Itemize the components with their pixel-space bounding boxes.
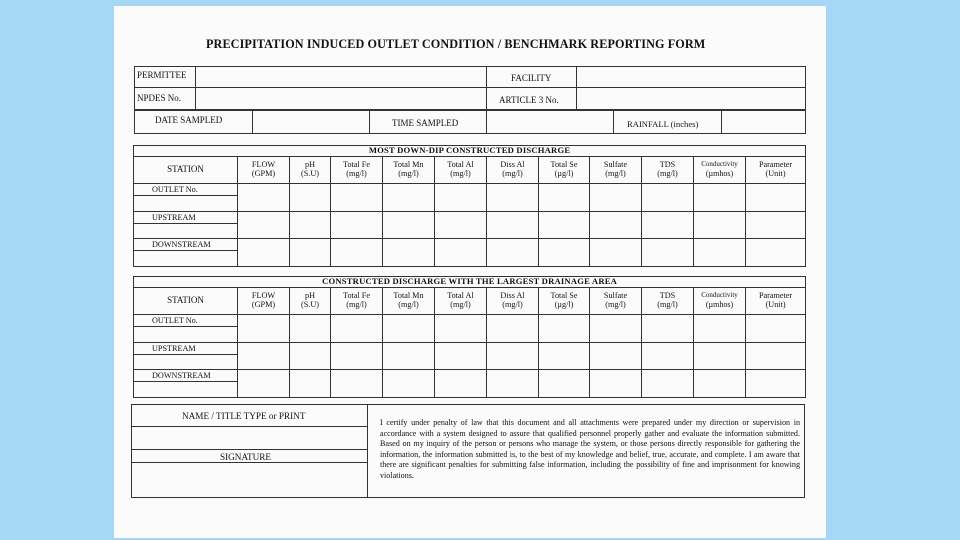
col-header-line1: Total Se — [550, 290, 578, 300]
data-cell[interactable] — [290, 342, 331, 370]
data-cell[interactable] — [238, 184, 290, 212]
station-cell[interactable] — [134, 342, 238, 370]
col-header-line2: (mg/l) — [398, 300, 419, 310]
data-cell[interactable] — [290, 315, 331, 343]
col-header-line1: TDS — [659, 290, 676, 300]
table-row — [134, 184, 806, 212]
section1-col-header-8 — [590, 156, 642, 184]
facility-field[interactable] — [576, 66, 806, 88]
section1-col-header-10 — [694, 156, 746, 184]
station-divider — [134, 381, 237, 382]
data-cell[interactable] — [487, 184, 539, 212]
permittee-label: PERMITTEE — [137, 70, 187, 80]
col-header-line2: (mg/l) — [450, 169, 471, 179]
name-title-label-cell — [131, 404, 368, 427]
col-header-line1: Total Mn — [393, 159, 424, 169]
data-cell[interactable] — [694, 342, 746, 370]
data-cell[interactable] — [238, 239, 290, 267]
section2-col-header-9 — [642, 287, 694, 315]
data-cell[interactable] — [331, 184, 383, 212]
data-cell[interactable] — [238, 315, 290, 343]
col-header-line1: Parameter — [758, 159, 793, 169]
col-header-line1: Conductivity — [701, 159, 738, 168]
col-header-line2: (mg/l) — [657, 169, 678, 179]
table-row — [134, 370, 806, 398]
col-header-line2: (mg/l) — [605, 169, 626, 179]
data-cell[interactable] — [642, 370, 694, 398]
station-divider — [134, 250, 237, 251]
section2-title: CONSTRUCTED DISCHARGE WITH THE LARGEST DRAINAGE AREA — [134, 277, 806, 288]
table-row — [134, 315, 806, 343]
data-cell[interactable] — [383, 211, 435, 239]
section2-col-header-0 — [134, 287, 238, 315]
station-label: UPSTREAM — [152, 212, 196, 222]
station-divider — [134, 195, 237, 196]
rainfall-label: RAINFALL (inches) — [627, 119, 699, 129]
col-header-line1: Conductivity — [701, 290, 738, 299]
article-label: ARTICLE 3 No. — [499, 95, 559, 105]
data-cell[interactable] — [435, 184, 487, 212]
data-cell[interactable] — [746, 315, 806, 343]
section2-col-header-8 — [590, 287, 642, 315]
col-header-line2: (mg/l) — [605, 300, 626, 310]
section2-col-header-3 — [331, 287, 383, 315]
col-header-line2: (S.U) — [301, 300, 319, 310]
facility-label: FACILITY — [511, 73, 552, 83]
data-cell[interactable] — [238, 370, 290, 398]
col-header-line2: (GPM) — [251, 300, 276, 310]
data-cell[interactable] — [435, 342, 487, 370]
data-cell[interactable] — [642, 239, 694, 267]
data-cell[interactable] — [694, 211, 746, 239]
station-header-label: STATION — [167, 295, 204, 306]
data-cell[interactable] — [435, 370, 487, 398]
data-cell[interactable] — [746, 239, 806, 267]
col-header-line1: Total Al — [447, 290, 474, 300]
col-header-line2: (µg/l) — [554, 300, 574, 310]
data-cell[interactable] — [694, 239, 746, 267]
data-cell[interactable] — [290, 211, 331, 239]
data-cell[interactable] — [487, 315, 539, 343]
data-cell[interactable] — [539, 342, 590, 370]
col-header-line1: Total Fe — [343, 159, 370, 169]
data-cell[interactable] — [383, 184, 435, 212]
station-header-label: STATION — [167, 164, 204, 175]
section1-col-header-4 — [383, 156, 435, 184]
rainfall-label-cell — [613, 110, 722, 134]
section1-col-header-7 — [539, 156, 590, 184]
col-header-line1: Total Al — [447, 159, 474, 169]
section2-table — [133, 276, 806, 398]
station-cell[interactable] — [134, 239, 238, 267]
col-header-line2: (mg/l) — [502, 169, 523, 179]
permittee-label-cell — [134, 66, 196, 88]
data-cell[interactable] — [642, 315, 694, 343]
date-sampled-label-cell — [134, 110, 253, 134]
section2-col-header-4 — [383, 287, 435, 315]
data-cell[interactable] — [331, 239, 383, 267]
station-divider — [134, 354, 237, 355]
form-title: PRECIPITATION INDUCED OUTLET CONDITION / BENCHMARK REPORTING FORM — [206, 37, 706, 51]
col-header-line1: pH — [304, 290, 315, 300]
col-header-line2: (mg/l) — [657, 300, 678, 310]
section1-col-header-11 — [746, 156, 806, 184]
section2-col-header-7 — [539, 287, 590, 315]
data-cell[interactable] — [238, 342, 290, 370]
section2-col-header-1 — [238, 287, 290, 315]
table-row — [134, 342, 806, 370]
data-cell[interactable] — [746, 370, 806, 398]
section1-col-header-6 — [487, 156, 539, 184]
col-header-line1: pH — [304, 159, 315, 169]
data-cell[interactable] — [487, 211, 539, 239]
col-header-line1: Total Se — [550, 159, 578, 169]
station-label: OUTLET No. — [152, 316, 198, 326]
data-cell[interactable] — [642, 184, 694, 212]
data-cell[interactable] — [383, 239, 435, 267]
time-sampled-label: TIME SAMPLED — [392, 118, 459, 128]
section1-col-header-2 — [290, 156, 331, 184]
data-cell[interactable] — [590, 370, 642, 398]
col-header-line1: Diss Al — [500, 159, 525, 169]
col-header-line1: Total Mn — [393, 290, 424, 300]
data-cell[interactable] — [435, 211, 487, 239]
facility-label-cell — [486, 66, 577, 88]
date-sampled-field[interactable] — [252, 110, 370, 134]
station-label: OUTLET No. — [152, 185, 198, 195]
data-cell[interactable] — [238, 211, 290, 239]
station-cell[interactable] — [134, 211, 238, 239]
data-cell[interactable] — [290, 184, 331, 212]
data-cell[interactable] — [331, 315, 383, 343]
data-cell[interactable] — [290, 239, 331, 267]
col-header-line2: (GPM) — [251, 169, 276, 179]
section2-col-header-2 — [290, 287, 331, 315]
data-cell[interactable] — [383, 342, 435, 370]
npdes-label: NPDES No. — [137, 93, 182, 103]
data-cell[interactable] — [694, 184, 746, 212]
data-cell[interactable] — [539, 239, 590, 267]
section2-col-header-11 — [746, 287, 806, 315]
data-cell[interactable] — [590, 315, 642, 343]
signature-label-cell — [131, 449, 368, 463]
station-label: UPSTREAM — [152, 343, 196, 353]
data-cell[interactable] — [435, 239, 487, 267]
col-header-line2: (Unit) — [765, 169, 786, 179]
table-row — [134, 211, 806, 239]
section1-col-header-0 — [134, 156, 238, 184]
data-cell[interactable] — [487, 370, 539, 398]
time-sampled-field[interactable] — [486, 110, 614, 134]
section1-col-header-1 — [238, 156, 290, 184]
data-cell[interactable] — [590, 184, 642, 212]
col-header-line2: (µmhos) — [705, 300, 734, 310]
data-cell[interactable] — [383, 370, 435, 398]
col-header-line1: Sulfate — [603, 159, 628, 169]
data-cell[interactable] — [694, 315, 746, 343]
col-header-line1: TDS — [659, 159, 676, 169]
col-header-line2: (mg/l) — [398, 169, 419, 179]
article-field[interactable] — [576, 87, 806, 110]
data-cell[interactable] — [590, 211, 642, 239]
name-title-field[interactable] — [131, 426, 368, 450]
col-header-line2: (mg/l) — [502, 300, 523, 310]
station-cell[interactable] — [134, 315, 238, 343]
time-sampled-label-cell — [369, 110, 487, 134]
data-cell[interactable] — [539, 370, 590, 398]
permittee-field[interactable] — [195, 66, 487, 88]
station-label: DOWNSTREAM — [152, 240, 211, 250]
article-label-cell — [486, 87, 577, 110]
data-cell[interactable] — [539, 211, 590, 239]
station-divider — [134, 223, 237, 224]
data-cell[interactable] — [435, 315, 487, 343]
col-header-line1: Parameter — [758, 290, 793, 300]
data-cell[interactable] — [487, 239, 539, 267]
station-cell[interactable] — [134, 370, 238, 398]
col-header-line2: (µg/l) — [554, 169, 574, 179]
data-cell[interactable] — [539, 315, 590, 343]
data-cell[interactable] — [642, 211, 694, 239]
data-cell[interactable] — [331, 211, 383, 239]
data-cell[interactable] — [746, 184, 806, 212]
data-cell[interactable] — [383, 315, 435, 343]
station-label: DOWNSTREAM — [152, 371, 211, 381]
data-cell[interactable] — [746, 342, 806, 370]
section2-col-header-10 — [694, 287, 746, 315]
data-cell[interactable] — [590, 342, 642, 370]
col-header-line2: (mg/l) — [450, 300, 471, 310]
table-row — [134, 239, 806, 267]
signature-field[interactable] — [131, 462, 368, 498]
section1-table — [133, 145, 806, 267]
col-header-line2: (mg/l) — [346, 300, 367, 310]
section1-col-header-5 — [435, 156, 487, 184]
data-cell[interactable] — [590, 239, 642, 267]
name-title-label: NAME / TITLE TYPE or PRINT — [182, 411, 306, 421]
col-header-line1: Sulfate — [603, 290, 628, 300]
data-cell[interactable] — [694, 370, 746, 398]
section2-col-header-5 — [435, 287, 487, 315]
col-header-line2: (mg/l) — [346, 169, 367, 179]
data-cell[interactable] — [746, 211, 806, 239]
section1-title: MOST DOWN-DIP CONSTRUCTED DISCHARGE — [134, 146, 806, 157]
data-cell[interactable] — [331, 342, 383, 370]
rainfall-field[interactable] — [721, 110, 806, 134]
col-header-line1: FLOW — [251, 159, 276, 169]
certification-text: I certify under penalty of law that this document and all attachments were prepared under my direction or supervision in accordance with a system designed to assure that qualified personnel properly gather and evaluate the information submitted. Based on my inquiry of the person or persons who manage the system, or those persons directly responsible for gathering the information, the information submitted is, to the best of my knowledge and belief, true, accurate, and complete. I am aware that there are significant penalties for submitting false information, including the possibility of fine and imprisonment for knowing violations. — [367, 404, 805, 498]
data-cell[interactable] — [642, 342, 694, 370]
col-header-line2: (S.U) — [301, 169, 319, 179]
col-header-line1: FLOW — [251, 290, 276, 300]
data-cell[interactable] — [539, 184, 590, 212]
col-header-line1: Total Fe — [343, 290, 370, 300]
section1-col-header-9 — [642, 156, 694, 184]
col-header-line1: Diss Al — [500, 290, 525, 300]
col-header-line2: (µmhos) — [705, 169, 734, 179]
col-header-line2: (Unit) — [765, 300, 786, 310]
date-sampled-label: DATE SAMPLED — [155, 115, 223, 125]
station-divider — [134, 326, 237, 327]
npdes-field[interactable] — [195, 87, 487, 110]
data-cell[interactable] — [487, 342, 539, 370]
data-cell[interactable] — [290, 370, 331, 398]
data-cell[interactable] — [331, 370, 383, 398]
section1-col-header-3 — [331, 156, 383, 184]
station-cell[interactable] — [134, 184, 238, 212]
signature-label: SIGNATURE — [220, 452, 272, 462]
section2-col-header-6 — [487, 287, 539, 315]
npdes-label-cell — [134, 87, 196, 110]
